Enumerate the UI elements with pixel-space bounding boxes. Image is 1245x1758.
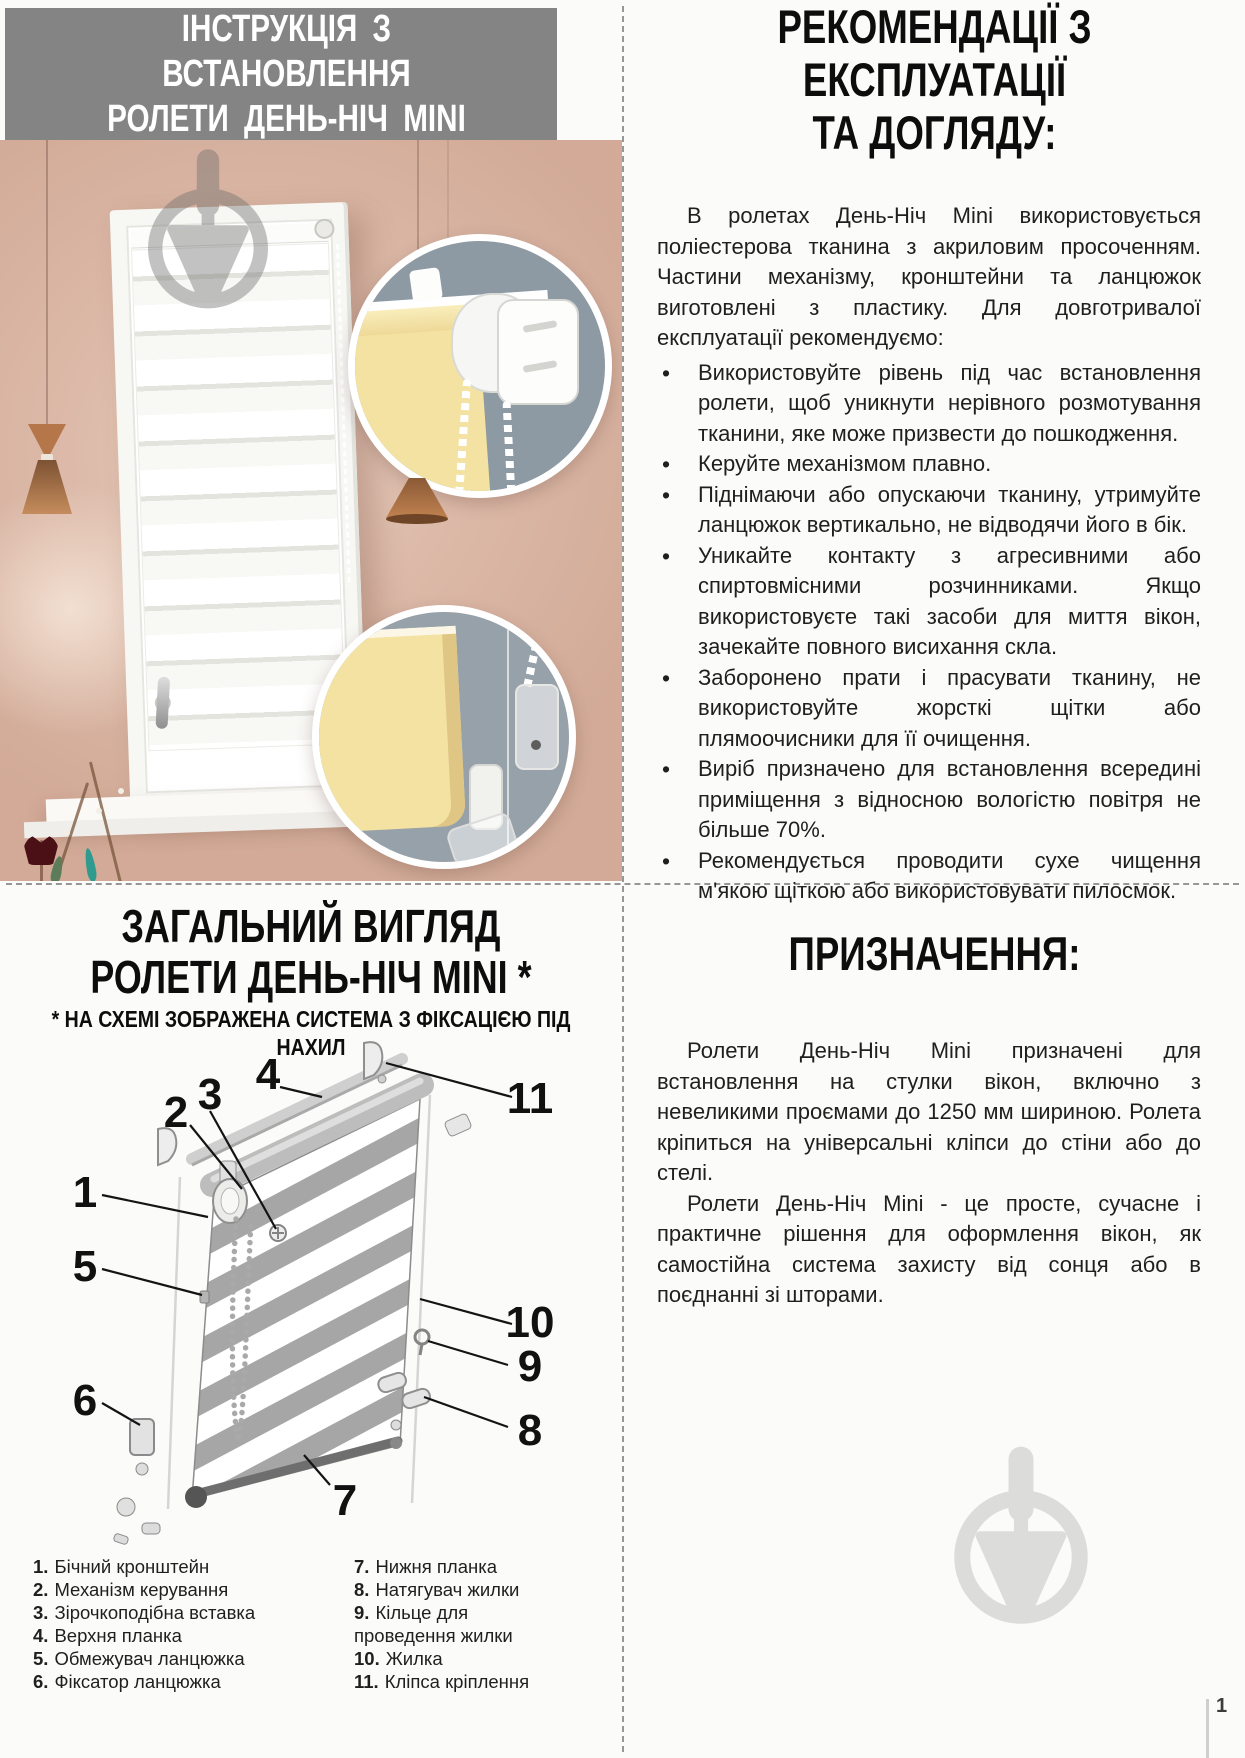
mechanism-cover-detail bbox=[497, 299, 579, 405]
bullet-marker: • bbox=[662, 847, 671, 874]
purpose-paragraph-1: Ролети День-Ніч Mini призначені для встановлення на стулки вікон, включно з невеликими проємами до 1250 мм шириною. Ролета кріпиться на універсальні кліпси до стіни або до стелі. bbox=[657, 1038, 1201, 1185]
plant-bud bbox=[96, 808, 102, 814]
bullet-text: Керуйте механізмом плавно. bbox=[698, 451, 992, 476]
plant-bud bbox=[118, 788, 124, 794]
bead-chain-detail bbox=[522, 608, 547, 692]
page-number: 1 bbox=[1216, 1695, 1228, 1717]
install-title-line1: ІНСТРУКЦІЯ З ВСТАНОВЛЕННЯ bbox=[162, 7, 411, 95]
legend-left-column bbox=[33, 1555, 333, 1693]
bullet-marker: • bbox=[662, 451, 671, 477]
exploded-view-diagram bbox=[30, 1037, 570, 1557]
blind-fabric bbox=[192, 1099, 420, 1499]
pendant-shade-rim bbox=[386, 514, 448, 524]
callout-5: 5 bbox=[72, 1242, 98, 1291]
bullet-text: Виріб призначено для встановлення всередині приміщення з відносною вологістю повітря не більше 70%. bbox=[698, 756, 1201, 842]
care-section bbox=[624, 0, 1245, 903]
purpose-body bbox=[624, 1036, 1245, 1311]
overview-note: * НА СХЕМІ ЗОБРАЖЕНА СИСТЕМА З ФІКСАЦІЄЮ ПІД НАХИЛ bbox=[51, 1006, 571, 1060]
care-bullet bbox=[657, 663, 1201, 755]
care-title-line1: РЕКОМЕНДАЦІЇ З ЕКСПЛУАТАЦІЇ bbox=[777, 0, 1092, 106]
wire-ring bbox=[415, 1330, 429, 1344]
legend-number: 7. bbox=[354, 1556, 370, 1577]
plant-bud bbox=[64, 830, 70, 836]
control-mechanism-inner bbox=[221, 1188, 239, 1214]
screw bbox=[136, 1463, 148, 1475]
purpose-title-text: ПРИЗНАЧЕННЯ: bbox=[788, 927, 1081, 980]
callout-2: 2 bbox=[163, 1088, 189, 1137]
bottom-bar-end-cap bbox=[185, 1486, 207, 1508]
screw bbox=[117, 1498, 135, 1516]
screw bbox=[142, 1523, 160, 1534]
legend-label: Обмежувач ланцюжка bbox=[54, 1648, 245, 1669]
brand-watermark-icon bbox=[932, 1443, 1110, 1639]
install-title-line2: РОЛЕТИ ДЕНЬ-НІЧ MINI bbox=[107, 97, 466, 140]
legend-number: 3. bbox=[33, 1602, 49, 1623]
legend-item bbox=[33, 1624, 333, 1647]
clip-detail bbox=[409, 267, 443, 303]
legend-label: Натягувач жилки bbox=[375, 1579, 520, 1600]
purpose-paragraph-2: Ролети День-Ніч Mini - це просте, сучасне і практичне рішення для оформлення вікон, як самостійна система захисту від сонця або в поєднанні зі шторами. bbox=[657, 1190, 1201, 1307]
bead-chain-detail bbox=[502, 401, 515, 497]
overview-title-line1: ЗАГАЛЬНИЙ ВИГЛЯД bbox=[121, 900, 501, 952]
legend-item bbox=[33, 1647, 333, 1670]
sconce-cord bbox=[46, 140, 48, 424]
callout-3: 3 bbox=[197, 1070, 223, 1119]
legend-label: Механізм керування bbox=[54, 1579, 229, 1600]
care-intro: В ролетах День-Ніч Mini використовується поліестерова тканина з акриловим просоченням. Частини механізму, кронштейни та ланцюжок виготовлені з пластику. Для довготривалої експлуатації рекомендуємо: bbox=[657, 203, 1201, 350]
screw bbox=[391, 1420, 401, 1430]
legend-label: Жилка bbox=[385, 1648, 443, 1669]
care-bullet bbox=[657, 449, 1201, 480]
bullet-marker: • bbox=[662, 359, 671, 386]
overview-title-line2: РОЛЕТИ ДЕНЬ-НІЧ MINI * bbox=[90, 951, 532, 1003]
chain-fixator-detail bbox=[515, 684, 559, 770]
mechanism-slot bbox=[523, 320, 558, 333]
legend-label: Зірочкоподібна вставка bbox=[54, 1602, 256, 1623]
legend-number: 6. bbox=[33, 1671, 49, 1692]
bullet-marker: • bbox=[662, 481, 671, 508]
bottom-detail-inset bbox=[312, 605, 576, 869]
callout-8: 8 bbox=[517, 1406, 543, 1455]
legend-item bbox=[354, 1601, 544, 1647]
legend-item bbox=[33, 1670, 333, 1693]
fixator-screw bbox=[531, 740, 541, 750]
purpose-title bbox=[692, 927, 1176, 980]
care-bullet bbox=[657, 541, 1201, 663]
legend-label: Нижня планка bbox=[375, 1556, 497, 1577]
legend-item bbox=[354, 1647, 544, 1670]
legend-label: Верхня планка bbox=[54, 1625, 182, 1646]
callout-1: 1 bbox=[72, 1168, 98, 1217]
plant-leaf bbox=[83, 847, 98, 881]
legend-label: Кліпса кріплення bbox=[384, 1671, 530, 1692]
care-bullet bbox=[657, 480, 1201, 541]
overview-title bbox=[68, 901, 553, 1003]
legend-number: 8. bbox=[354, 1579, 370, 1600]
care-title-line2: ТА ДОГЛЯДУ: bbox=[812, 106, 1057, 159]
callout-6: 6 bbox=[72, 1376, 98, 1425]
legend-item bbox=[33, 1578, 333, 1601]
care-body bbox=[624, 201, 1245, 907]
page-number-divider bbox=[1206, 1699, 1209, 1758]
bullet-marker: • bbox=[662, 664, 671, 691]
screw bbox=[113, 1533, 129, 1545]
mechanism-detail-inset bbox=[348, 234, 612, 498]
care-bullet-list bbox=[657, 358, 1201, 907]
care-title bbox=[692, 0, 1176, 159]
legend-number: 9. bbox=[354, 1602, 370, 1623]
bullet-text: Заборонено прати і прасувати тканину, не використовуйте жорсткі щітки або плямоочисники для її очищення. bbox=[698, 664, 1201, 751]
callout-10: 10 bbox=[505, 1298, 555, 1347]
callout-9: 9 bbox=[517, 1342, 543, 1391]
brand-watermark-icon bbox=[128, 146, 288, 322]
legend-number: 11. bbox=[354, 1671, 379, 1692]
purpose-section bbox=[624, 885, 1245, 1758]
legend-item bbox=[33, 1601, 333, 1624]
legend-number: 4. bbox=[33, 1625, 49, 1646]
legend-item bbox=[354, 1670, 544, 1693]
clip-right bbox=[444, 1113, 472, 1137]
legend-item bbox=[354, 1555, 544, 1578]
install-title bbox=[66, 7, 497, 142]
legend-label: Бічний кронштейн bbox=[54, 1556, 210, 1577]
bullet-marker: • bbox=[662, 756, 671, 782]
bullet-marker: • bbox=[662, 542, 671, 569]
legend-label: Кільце для проведення жилки bbox=[354, 1602, 513, 1646]
bottom-bar-cap-right bbox=[390, 1437, 402, 1449]
legend-item bbox=[33, 1555, 333, 1578]
legend-label: Фіксатор ланцюжка bbox=[54, 1671, 221, 1692]
callout-4: 4 bbox=[255, 1050, 281, 1099]
legend-number: 2. bbox=[33, 1579, 49, 1600]
chain-limiter bbox=[200, 1291, 209, 1303]
bullet-text: Рекомендується проводити сухе чищення м'якою щіткою або використовувати пилосмок. bbox=[698, 847, 1201, 903]
install-section bbox=[0, 0, 622, 883]
legend-number: 10. bbox=[354, 1648, 380, 1669]
bullet-text: Використовуйте рівень під час встановлення ролети, щоб уникнути нерівного розмотування тканини, яке може призвести до пошкодження. bbox=[698, 359, 1201, 446]
wall-seam bbox=[447, 140, 449, 252]
mechanism-slot bbox=[523, 360, 558, 373]
yellow-fabric-bottom-detail bbox=[312, 626, 466, 835]
legend-item bbox=[354, 1578, 544, 1601]
overview-section bbox=[0, 885, 622, 1758]
legend-number: 1. bbox=[33, 1556, 49, 1577]
callout-7: 7 bbox=[332, 1476, 358, 1525]
care-bullet bbox=[657, 358, 1201, 450]
bullet-text: Піднімаючи або опускаючи тканину, утримуйте ланцюжок вертикально, не відводячи його в бік. bbox=[698, 481, 1201, 537]
bullet-text: Уникайте контакту з агресивними або спиртовмісними розчинниками. Якщо використовуєте такі засоби для миття вікон, зачекайте повного висихання скла. bbox=[698, 542, 1201, 659]
chain-fixator bbox=[130, 1419, 154, 1455]
callout-11: 11 bbox=[506, 1074, 554, 1123]
guide-wire-left bbox=[168, 1177, 180, 1509]
room-photo bbox=[0, 140, 622, 881]
care-bullet bbox=[657, 754, 1201, 846]
install-header bbox=[5, 8, 557, 140]
legend-number: 5. bbox=[33, 1648, 49, 1669]
legend-right-column bbox=[354, 1555, 544, 1693]
